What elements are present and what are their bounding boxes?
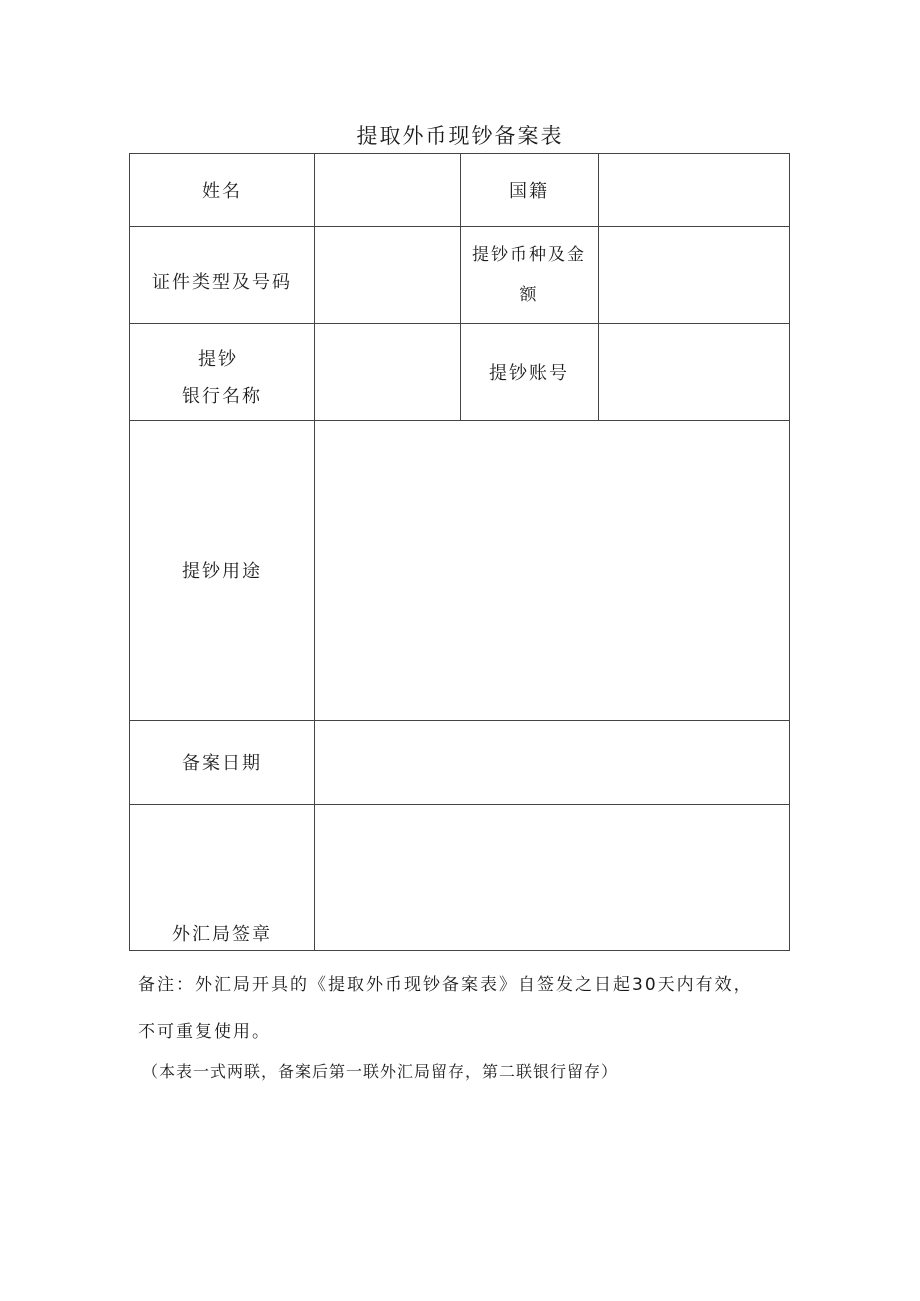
note-line-2: 不可重复使用。 <box>138 1022 271 1042</box>
nationality-label: 国籍 <box>509 181 549 202</box>
note-line-1: 备注：外汇局开具的《提取外币现钞备案表》自签发之日起30天内有效， <box>138 975 753 995</box>
seal-label-cell <box>129 804 315 951</box>
seal-field[interactable] <box>314 804 790 951</box>
currency-amount-label-line1: 提钞币种及金 <box>472 244 586 265</box>
seal-label: 外汇局签章 <box>172 924 272 945</box>
date-field[interactable] <box>314 720 790 805</box>
account-label-cell <box>460 323 599 421</box>
purpose-label-cell <box>129 420 315 721</box>
nationality-label-cell <box>460 153 599 227</box>
purpose-field[interactable] <box>314 420 790 721</box>
currency-amount-label-cell <box>460 226 599 324</box>
date-label: 备案日期 <box>182 753 262 774</box>
bank-name-label-cell <box>129 323 315 421</box>
bank-name-label-line1: 提钞 <box>198 348 238 370</box>
purpose-label: 提钞用途 <box>182 561 262 582</box>
account-field[interactable] <box>598 323 790 421</box>
bank-name-label-line2: 银行名称 <box>182 385 262 407</box>
currency-amount-label-line2: 额 <box>519 284 539 305</box>
account-label: 提钞账号 <box>489 362 569 384</box>
id-field[interactable] <box>314 226 461 324</box>
bank-name-field[interactable] <box>314 323 461 421</box>
form-title: 提取外币现钞备案表 <box>356 124 564 148</box>
name-field[interactable] <box>314 153 461 227</box>
name-label-cell <box>129 153 315 227</box>
currency-amount-field[interactable] <box>598 226 790 324</box>
id-label: 证件类型及号码 <box>152 271 292 293</box>
id-label-cell <box>129 226 315 324</box>
note-line-3: （本表一式两联，备案后第一联外汇局留存，第二联银行留存） <box>142 1062 619 1081</box>
date-label-cell <box>129 720 315 805</box>
nationality-field[interactable] <box>598 153 790 227</box>
name-label: 姓名 <box>202 181 242 202</box>
